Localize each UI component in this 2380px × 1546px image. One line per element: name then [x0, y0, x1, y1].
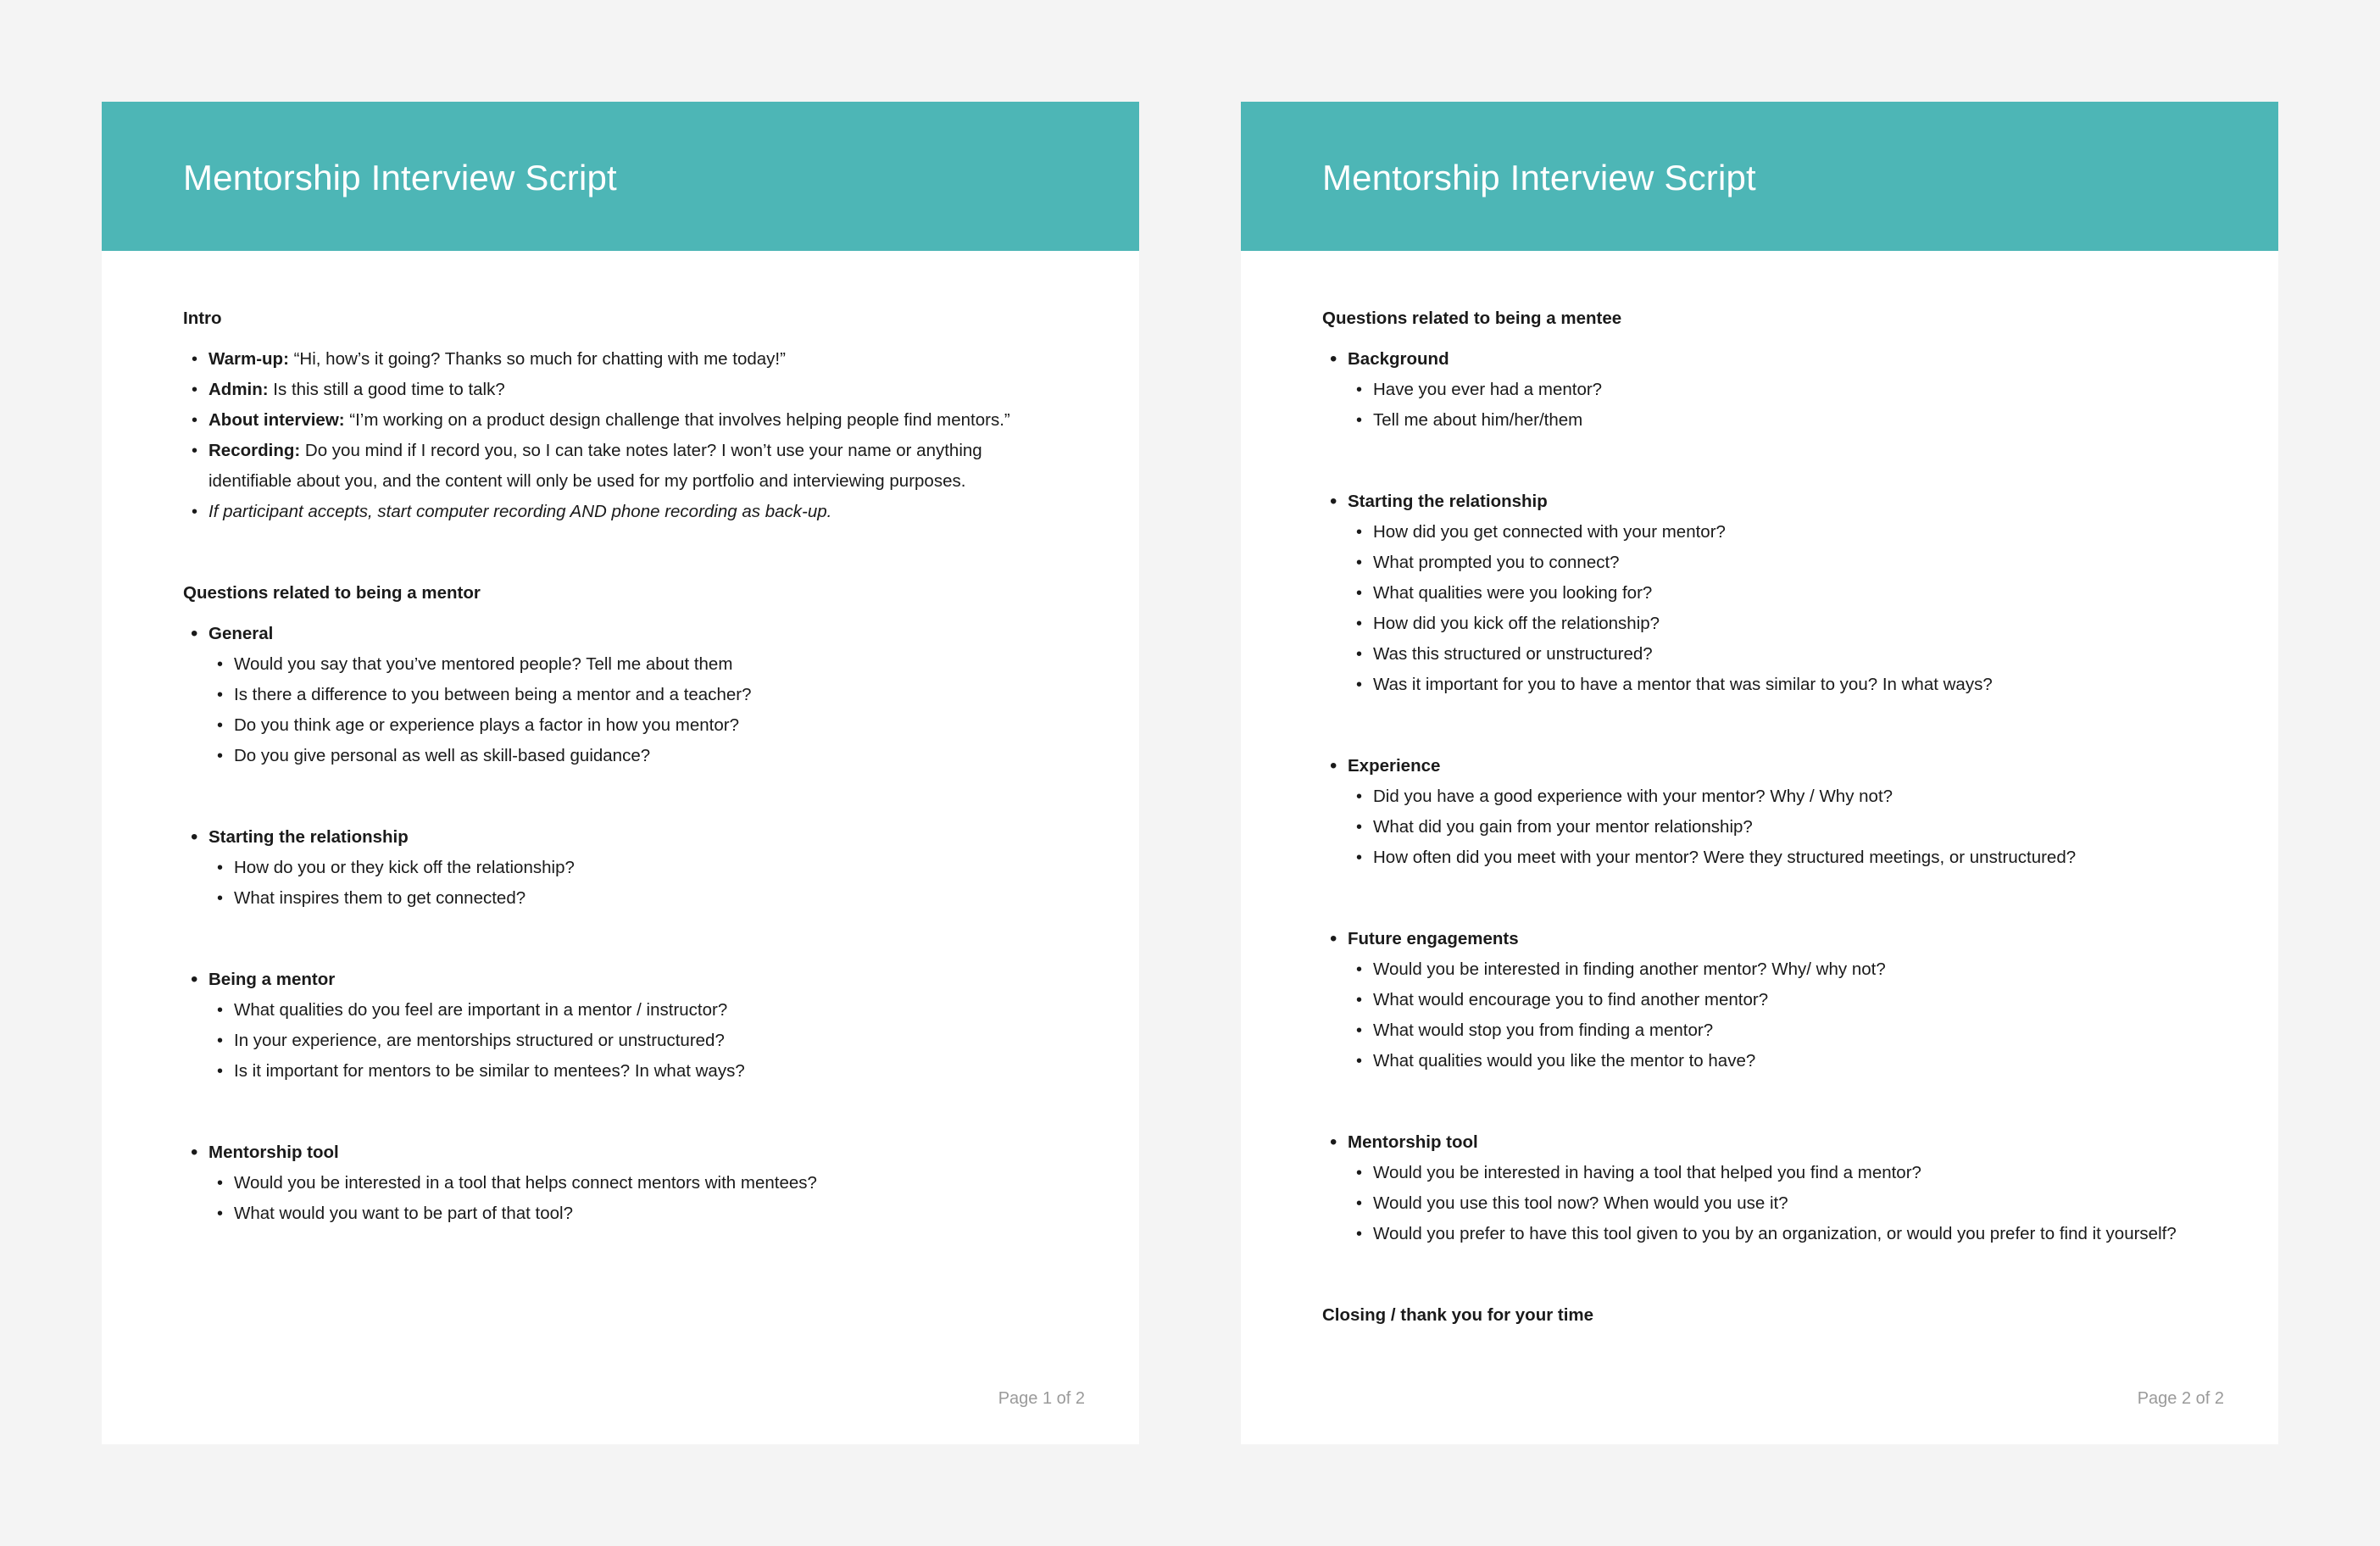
question-item: • What would encourage you to find another mentor?: [1348, 985, 2197, 1015]
intro-item: [183, 344, 1058, 375]
question-item: • Was it important for you to have a mentor that was similar to you? In what ways?: [1348, 670, 2197, 700]
question-item: • What prompted you to connect?: [1348, 548, 2197, 578]
question-list: [1348, 375, 2197, 436]
intro-item-note: If participant accepts, start computer recording AND phone recording as back-up.: [209, 502, 832, 521]
question-item: • What would you want to be part of that tool?: [209, 1198, 1058, 1229]
question-item: • Was this structured or unstructured?: [1348, 639, 2197, 670]
page-title: Mentorship Interview Script: [1322, 158, 1756, 197]
page-number: Page 2 of 2: [2137, 1389, 2224, 1408]
page-number: Page 1 of 2: [998, 1389, 1085, 1408]
page-header: [1241, 102, 2278, 251]
document-page-1: [102, 102, 1139, 1444]
group-background: [1322, 344, 2197, 436]
question-item: • What inspires them to get connected?: [209, 883, 1058, 914]
group-starting-relationship: [183, 822, 1058, 914]
document-page-2: [1241, 102, 2278, 1444]
intro-item-label: About interview:: [209, 410, 345, 430]
group-general: [183, 619, 1058, 771]
group-title: Starting the relationship: [1348, 492, 1548, 511]
question-item: • Would you be interested in having a tool that helped you find a mentor?: [1348, 1158, 2197, 1188]
question-item: • Is there a difference to you between being a mentor and a teacher?: [209, 680, 1058, 710]
group-experience: [1322, 751, 2197, 873]
group-starting-relationship: [1322, 487, 2197, 700]
intro-item-label: Warm-up:: [209, 349, 289, 369]
group-title: Being a mentor: [209, 970, 336, 989]
group-title: Starting the relationship: [209, 827, 409, 847]
group-title: Mentorship tool: [209, 1143, 339, 1162]
group-mentorship-tool: [1322, 1127, 2197, 1249]
question-list: [1348, 781, 2197, 873]
closing-title: Closing / thank you for your time: [1322, 1305, 1594, 1325]
question-item: • Have you ever had a mentor?: [1348, 375, 2197, 405]
question-list: [209, 853, 1058, 914]
intro-item: [183, 405, 1058, 436]
section-title-mentor: Questions related to being a mentor: [183, 583, 481, 603]
question-list: [209, 1168, 1058, 1229]
question-item: • Is it important for mentors to be similar to mentees? In what ways?: [209, 1056, 1058, 1087]
question-item: • What would stop you from finding a mentor?: [1348, 1015, 2197, 1046]
question-item: • What qualities were you looking for?: [1348, 578, 2197, 609]
group-title: Experience: [1348, 756, 1441, 776]
group-title: Mentorship tool: [1348, 1132, 1478, 1152]
question-item: • How do you or they kick off the relationship?: [209, 853, 1058, 883]
group-title: General: [209, 624, 274, 643]
group-title: Future engagements: [1348, 929, 1519, 948]
intro-item-text: Is this still a good time to talk?: [268, 380, 505, 399]
question-item: • Did you have a good experience with your mentor? Why / Why not?: [1348, 781, 2197, 812]
question-item: • Would you say that you’ve mentored people? Tell me about them: [209, 649, 1058, 680]
question-item: • Would you use this tool now? When would you use it?: [1348, 1188, 2197, 1219]
question-item: • What did you gain from your mentor relationship?: [1348, 812, 2197, 843]
question-item: • How often did you meet with your mentor? Were they structured meetings, or unstructured?: [1348, 843, 2197, 873]
question-item: • What qualities would you like the mentor to have?: [1348, 1046, 2197, 1076]
mentee-groups: [1322, 344, 2197, 1249]
question-list: [209, 995, 1058, 1087]
intro-item-text: “Hi, how’s it going? Thanks so much for chatting with me today!”: [288, 349, 786, 369]
question-item: • How did you kick off the relationship?: [1348, 609, 2197, 639]
section-title-intro: Intro: [183, 309, 222, 328]
group-title: Background: [1348, 349, 1449, 369]
group-mentorship-tool: [183, 1137, 1058, 1229]
intro-list: [183, 344, 1058, 527]
question-item: • What qualities do you feel are important in a mentor / instructor?: [209, 995, 1058, 1026]
question-item: • Would you prefer to have this tool given to you by an organization, or would you prefer to find it yourself?: [1348, 1219, 2197, 1249]
intro-item-label: Admin:: [209, 380, 269, 399]
intro-item: [183, 375, 1058, 405]
question-item: • Would you be interested in finding another mentor? Why/ why not?: [1348, 954, 2197, 985]
question-list: [1348, 517, 2197, 700]
question-list: [209, 649, 1058, 771]
question-item: • Tell me about him/her/them: [1348, 405, 2197, 436]
question-item: • Do you think age or experience plays a factor in how you mentor?: [209, 710, 1058, 741]
page-body: [102, 251, 1139, 1229]
section-title-mentee: Questions related to being a mentee: [1322, 309, 1622, 328]
intro-item-text: Do you mind if I record you, so I can take notes later? I won’t use your name or anything identifiable about you, and the content will only be used for my portfolio and interviewing purposes.: [209, 441, 982, 491]
question-item: • Do you give personal as well as skill-based guidance?: [209, 741, 1058, 771]
intro-item: [183, 436, 1058, 497]
group-future-engagements: [1322, 924, 2197, 1076]
page-body: [1241, 251, 2278, 1331]
intro-item-label: Recording:: [209, 441, 301, 460]
mentor-groups: [183, 619, 1058, 1229]
question-list: [1348, 1158, 2197, 1249]
question-item: • Would you be interested in a tool that helps connect mentors with mentees?: [209, 1168, 1058, 1198]
page-header: [102, 102, 1139, 251]
question-item: • How did you get connected with your mentor?: [1348, 517, 2197, 548]
group-being-mentor: [183, 965, 1058, 1087]
intro-item-text: “I’m working on a product design challenge that involves helping people find mentors.”: [344, 410, 1010, 430]
question-list: [1348, 954, 2197, 1076]
page-title: Mentorship Interview Script: [183, 158, 617, 197]
question-item: • In your experience, are mentorships structured or unstructured?: [209, 1026, 1058, 1056]
intro-item: [183, 497, 1058, 527]
